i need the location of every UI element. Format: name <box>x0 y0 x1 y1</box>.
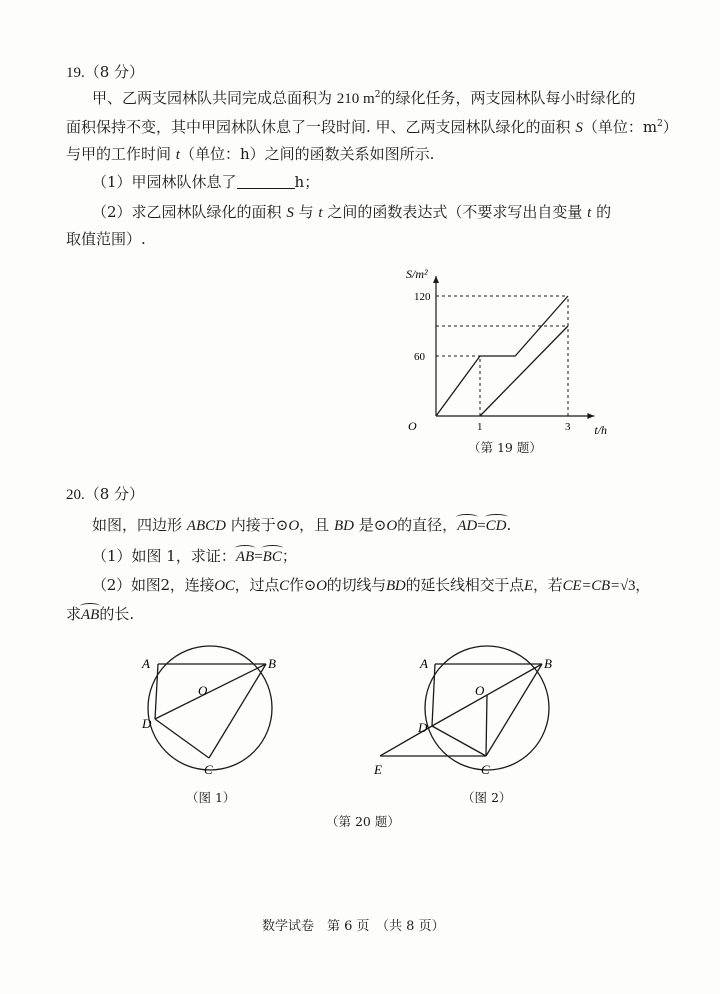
q20-part2-g: ， <box>635 576 651 594</box>
q19-var-t: t <box>175 147 180 163</box>
q20-o-2: O <box>386 518 398 534</box>
q19-part2-t: t <box>318 205 323 221</box>
q20-line1-d: 是⊙ <box>358 516 387 534</box>
q19-area-sup: 2 <box>374 90 381 100</box>
q19-line2-a: 面积保持不变，其中甲园林队休息了一段时间. 甲、乙两支园林队绿化的面积 <box>66 118 571 136</box>
y-tick-120: 120 <box>414 291 431 303</box>
fig2-label-a: A <box>420 656 428 671</box>
fig1-ad <box>155 664 158 719</box>
q20-oc: OC <box>214 578 235 594</box>
fig1-label-a: A <box>142 656 150 671</box>
q20-part2-b: ，过点 <box>234 576 280 594</box>
q20-number: 20. <box>66 487 85 503</box>
q20-part2 <box>92 575 650 596</box>
q19-chart <box>400 262 608 442</box>
q19-part1-text: （1）甲园林队休息了 <box>92 173 237 191</box>
q19-score: （8 分） <box>84 63 145 81</box>
q20-line1-a: 如图，四边形 <box>92 516 183 534</box>
q20-line1-c: ，且 <box>299 516 330 534</box>
q19-var-s: S <box>575 120 583 136</box>
q19-part1 <box>92 172 319 192</box>
q19-line1-a: 甲、乙两支园林队共同完成总面积为 <box>92 89 333 107</box>
fig1-caption: （图 1） <box>186 790 236 805</box>
x-tick-3: 3 <box>565 421 571 433</box>
q20-part2-a: （2）如图2，连接 <box>92 576 215 594</box>
q20-part2-f: ，若 <box>532 576 563 594</box>
page-footer: 数学试卷 第 6 页 （共 8 页） <box>262 919 445 934</box>
q19-line2-c: ） <box>662 118 678 136</box>
q20-part1-b: ； <box>281 547 297 565</box>
q19-part2-line2: 取值范围）. <box>66 230 146 248</box>
y-tick-60: 60 <box>414 351 425 363</box>
q19-part2-b: 与 <box>298 203 314 221</box>
q19-part2-c: 之间的函数表达式（不要求写出自变量 <box>327 203 583 221</box>
q20-c: C <box>279 578 289 594</box>
fig1-label-b: B <box>268 656 276 671</box>
q20-bd: BD <box>333 518 354 534</box>
q19-line3-a: 与甲的工作时间 <box>66 145 172 163</box>
x-axis-label: t/h <box>594 423 608 437</box>
q20-bd-2: BD <box>385 578 406 594</box>
q20-ce-cb: CE=CB= <box>562 578 620 594</box>
q20-eq-2: = <box>254 549 263 565</box>
fig1-label-c: C <box>204 762 213 777</box>
fig1-label-d: D <box>142 716 152 731</box>
q20-root3: √3 <box>619 578 636 594</box>
fig2-oc <box>486 695 487 756</box>
q20-arc-ab-2: AB <box>81 607 100 623</box>
q20-header <box>66 484 144 505</box>
q19-part2-s: S <box>286 205 294 221</box>
q20-part2-line2-a: 求 <box>66 605 82 623</box>
origin-label: O <box>408 419 417 433</box>
q19-part2-d: 的 <box>596 203 612 221</box>
q20-arc-ad: AD <box>457 518 478 534</box>
q20-e: E <box>523 578 533 594</box>
q19-line3 <box>66 144 434 165</box>
q20-part1 <box>92 546 297 567</box>
fig2-label-c: C <box>481 762 490 777</box>
q20-caption: （第 20 题） <box>326 814 400 829</box>
q19-part2 <box>92 202 611 223</box>
q20-part2-line2 <box>66 604 134 625</box>
q19-part2-a: （2）求乙园林队绿化的面积 <box>92 203 282 221</box>
q20-arc-bc: BC <box>262 549 282 565</box>
q20-line1-b: 内接于⊙ <box>230 516 289 534</box>
fig2-label-b: B <box>544 656 552 671</box>
y-axis-arrow <box>433 276 439 283</box>
fig1-dc <box>155 719 209 758</box>
q19-number: 19. <box>66 65 85 81</box>
q19-line2 <box>66 117 678 138</box>
q20-part1-a: （1）如图 1，求证： <box>92 547 236 565</box>
q19-line1-b: 的绿化任务，两支园林队每小时绿化的 <box>380 89 636 107</box>
fig2-label-d: D <box>418 720 428 735</box>
series-line-yi <box>480 326 568 416</box>
q20-part2-line2-b: 的长. <box>99 605 135 623</box>
q20-quad: ABCD <box>186 518 226 534</box>
q20-line1-e: 的直径， <box>397 516 458 534</box>
q20-score: （8 分） <box>84 485 145 503</box>
q20-figure-1 <box>138 650 298 780</box>
x-tick-1: 1 <box>477 421 483 433</box>
q20-part2-d: 的切线与 <box>326 576 386 594</box>
fig2-caption: （图 2） <box>462 790 512 805</box>
q19-unit-sup: 2 <box>657 119 663 129</box>
q19-line1 <box>92 88 635 109</box>
q20-part2-e: 的延长线相交于点 <box>405 576 524 594</box>
q19-line3-b: （单位：h）之间的函数关系如图所示. <box>179 145 435 163</box>
q20-o-3: O <box>316 578 327 594</box>
q20-figure-2 <box>370 650 570 780</box>
fig2-bc <box>486 664 542 756</box>
q19-answer-blank[interactable] <box>237 174 295 189</box>
q20-line1-f: . <box>506 516 512 534</box>
y-axis-label: S/m² <box>406 267 428 281</box>
q20-o-1: O <box>288 518 300 534</box>
q19-line2-b: （单位：m <box>582 118 658 136</box>
fig2-dc <box>432 726 486 756</box>
q19-part1-unit: h； <box>294 173 320 191</box>
q20-eq-1: = <box>477 518 486 534</box>
q19-area-value: 210 m <box>336 91 375 107</box>
fig2-ad <box>432 664 435 726</box>
fig2-label-e: E <box>374 762 382 777</box>
q20-arc-cd: CD <box>485 518 507 534</box>
q20-part2-c: 作⊙ <box>288 576 317 594</box>
fig2-label-o: O <box>475 683 485 698</box>
x-axis-arrow <box>587 413 594 419</box>
fig1-label-o: O <box>198 683 208 698</box>
q20-line1 <box>92 515 511 536</box>
q19-caption: （第 19 题） <box>468 440 542 455</box>
q19-part2-t2: t <box>587 205 592 221</box>
q20-arc-ab: AB <box>235 549 255 565</box>
q19-header <box>66 62 144 83</box>
